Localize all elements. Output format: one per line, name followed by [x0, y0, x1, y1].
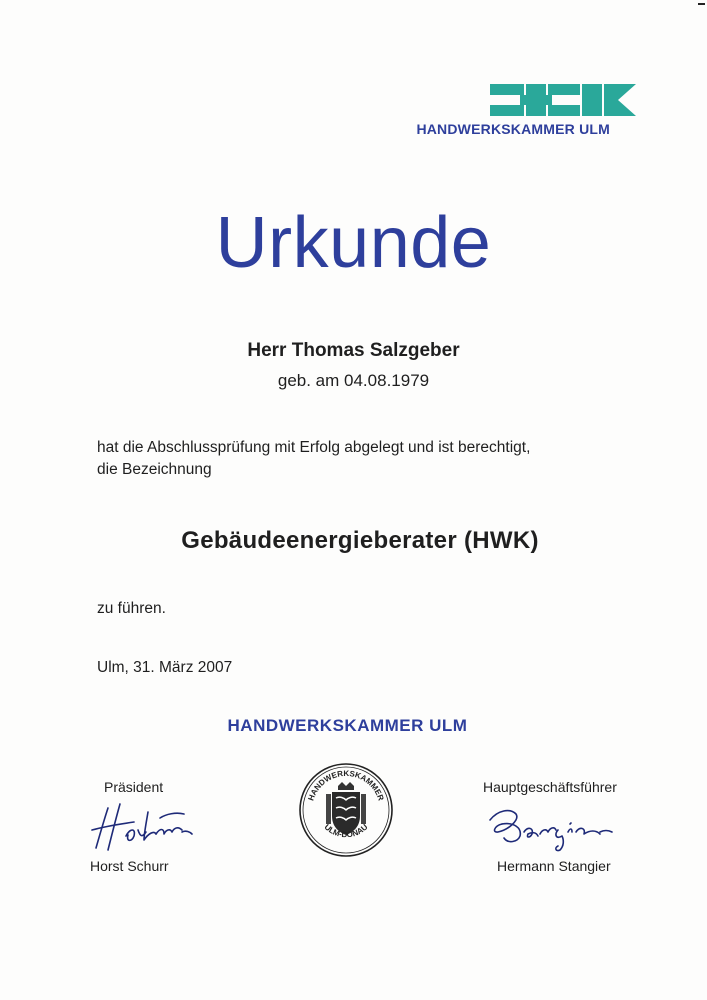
qualification-title: Gebäudeenergieberater (HWK)	[181, 527, 539, 554]
signer-right-role: Hauptgeschäftsführer	[483, 779, 617, 795]
signer-right-name: Hermann Stangier	[497, 858, 611, 874]
certificate-title: Urkunde	[215, 203, 492, 283]
hwk-logo-icon	[490, 84, 636, 116]
scan-corner-mark	[698, 3, 705, 5]
coat-of-arms-seal-icon	[298, 762, 394, 858]
signature-left-icon	[86, 800, 196, 854]
place-and-date: Ulm, 31. März 2007	[97, 659, 233, 676]
signature-right-icon	[484, 800, 624, 854]
statement-line-1: hat die Abschlussprüfung mit Erfolg abgelegt und ist berechtigt,	[97, 439, 531, 456]
statement-end: zu führen.	[97, 600, 166, 617]
signer-left-role: Präsident	[104, 779, 164, 795]
seal-top-text: HANDWERKSKAMMER	[306, 768, 386, 802]
recipient-name: Herr Thomas Salzgeber	[247, 340, 460, 361]
statement-line-2: die Bezeichnung	[97, 461, 212, 478]
birth-date: geb. am 04.08.1979	[277, 371, 430, 390]
issuer-name: HANDWERKSKAMMER ULM	[227, 716, 468, 735]
signer-left-name: Horst Schurr	[90, 858, 169, 874]
seal-bottom-text: ULM-DONAU	[322, 822, 370, 840]
header-logo-text: HANDWERKSKAMMER ULM	[416, 121, 610, 137]
